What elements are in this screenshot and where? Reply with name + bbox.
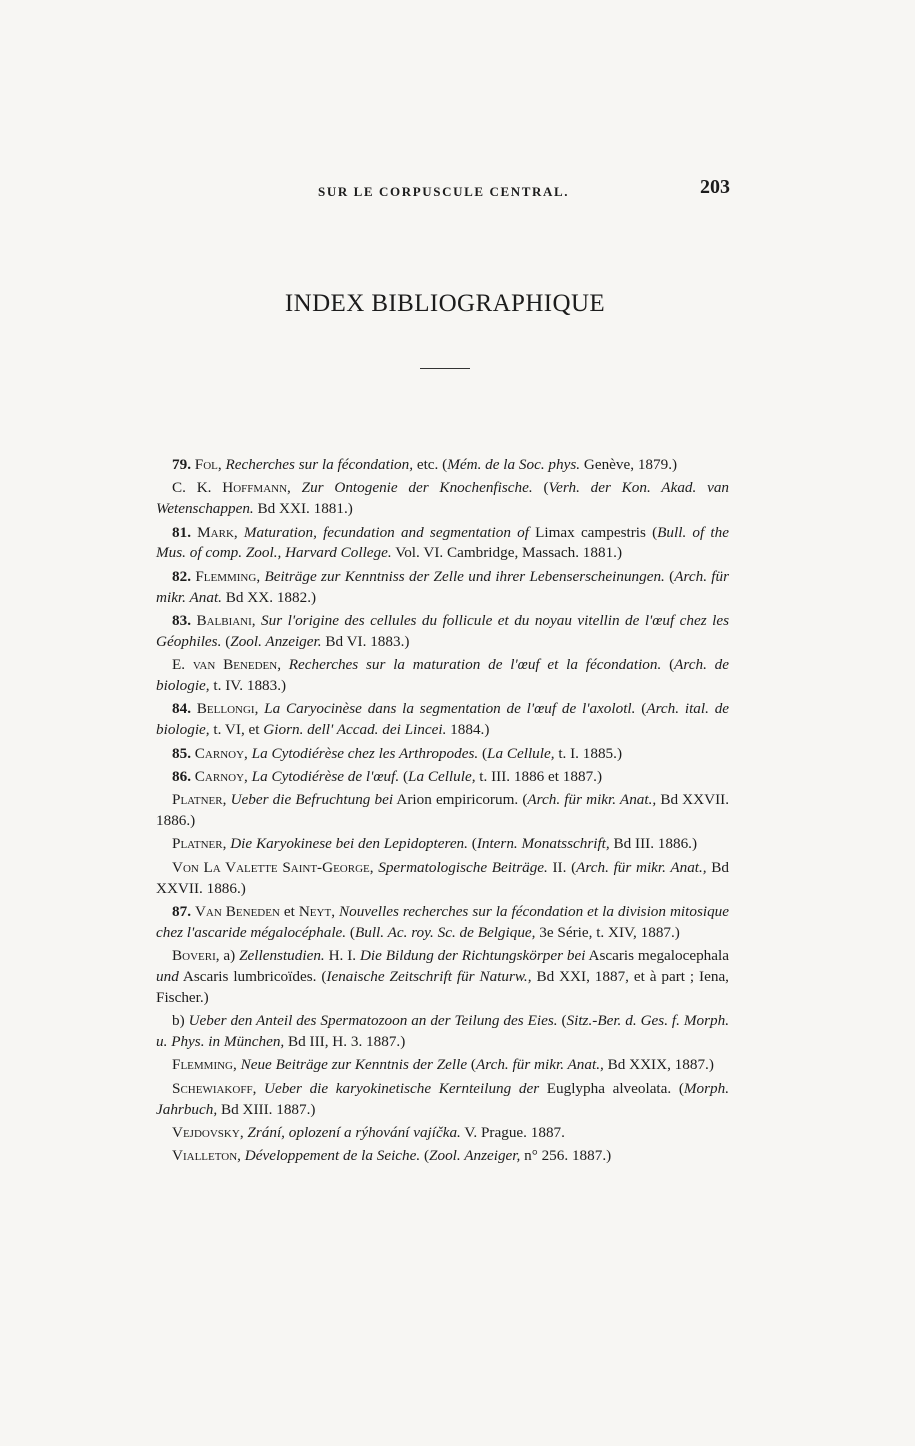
- entry-italic-text: Sitz.-Ber. d. Ges. f. Morph. u. Phys. in München,: [156, 1012, 729, 1051]
- bibliography-entry: [156, 790, 729, 832]
- entry-text: ,: [222, 791, 231, 809]
- entry-text: (: [478, 744, 488, 762]
- entry-italic-text: Zrání, oplození a rýhování vajíčka.: [247, 1124, 461, 1141]
- entry-italic-text: Zellenstudien.: [239, 947, 325, 965]
- entry-author: Flemming: [195, 567, 257, 585]
- entry-text: n° 256. 1887.): [520, 1147, 612, 1165]
- entry-italic-text: Beiträge zur Kenntniss der Zelle und ihrer Lebenserscheinungen.: [264, 567, 665, 585]
- entry-text: ,: [222, 835, 231, 853]
- entry-text: ,: [252, 1079, 264, 1097]
- entry-text: ,: [237, 1147, 245, 1165]
- running-title: SUR LE CORPUSCULE CENTRAL.: [318, 184, 570, 199]
- entry-italic-text: Verh. der Kon. Akad. van Wetenschappen.: [156, 479, 730, 518]
- entry-text: b): [172, 1012, 189, 1030]
- entry-text: t. III. 1886 et 1887.): [475, 767, 603, 785]
- entry-italic-text: Bull. of the Mus. of comp. Zool., Harvard College.: [156, 523, 729, 562]
- running-header: [0, 176, 915, 204]
- entry-author: Van Beneden: [194, 903, 280, 921]
- entry-italic-text: Arch. für mikr. Anat.: [156, 567, 730, 606]
- entry-text: Genève, 1879.): [580, 456, 678, 473]
- entry-text: ,: [331, 903, 339, 921]
- entry-text: 3e Série, t. XIV, 1887.): [535, 923, 680, 941]
- bibliography-entry: [156, 902, 729, 944]
- entry-italic-text: Spermatologische Beiträge.: [378, 858, 548, 876]
- bibliography-entry: [156, 744, 729, 765]
- entry-text: (: [532, 479, 549, 497]
- entry-text: Limax campestris (: [528, 523, 658, 541]
- entry-number: 82.: [172, 567, 196, 585]
- entry-italic-text: und: [156, 968, 179, 986]
- entry-author: E. van Beneden: [172, 656, 278, 674]
- entry-text: (: [664, 567, 675, 585]
- entry-text: ,: [233, 1056, 241, 1074]
- entry-author: Neyt: [298, 903, 332, 921]
- bibliography-entry: [156, 1079, 729, 1121]
- entry-italic-text: Recherches sur la maturation de l'œuf et la fécondation.: [288, 656, 662, 674]
- entry-text: ,: [277, 656, 289, 674]
- entry-text: ,: [251, 611, 262, 629]
- entry-italic-text: Arch. für mikr. Anat.,: [527, 791, 657, 809]
- entry-italic-text: Arch. für mikr. Anat.,: [576, 858, 707, 876]
- entry-text: ,: [217, 456, 226, 473]
- entry-italic-text: Nouvelles recherches sur la fécondation et la division mitosique chez l'ascaride mégalocéphale.: [156, 903, 730, 941]
- entry-italic-text: Arch. de biologie,: [156, 656, 730, 694]
- entry-italic-text: Intern. Monatsschrift,: [476, 835, 610, 853]
- entry-number: 85.: [172, 744, 195, 762]
- bibliography-list: [156, 455, 729, 1170]
- entry-author: C. K. Hoffmann: [172, 479, 288, 497]
- entry-text: ,: [369, 858, 379, 876]
- entry-author: Von La Valette Saint-George: [172, 858, 370, 876]
- entry-author: Carnoy: [194, 767, 245, 785]
- entry-text: Bd III. 1886.): [609, 835, 698, 853]
- bibliography-entry: [156, 523, 729, 565]
- entry-text: etc. (: [413, 456, 448, 473]
- entry-text: Bd XXVII. 1886.): [156, 791, 730, 830]
- entry-number: 79.: [172, 456, 195, 473]
- entry-text: Bd XX. 1882.): [221, 588, 317, 606]
- entry-italic-text: Die Bildung der Richtungskörper bei: [359, 947, 586, 965]
- entry-italic-text: Neue Beiträge zur Kenntnis der Zelle: [240, 1056, 468, 1074]
- entry-text: II. (: [547, 858, 577, 876]
- entry-italic-text: La Cellule,: [408, 767, 476, 785]
- entry-text: Bd XXI. 1881.): [253, 500, 353, 518]
- entry-text: t. IV. 1883.): [209, 676, 287, 694]
- entry-text: ,: [233, 523, 244, 541]
- entry-text: H. I.: [324, 947, 360, 965]
- entry-italic-text: Giorn. dell' Accad. dei Lincei.: [263, 721, 447, 739]
- entry-text: ,: [287, 479, 302, 497]
- entry-author: Flemming: [172, 1056, 233, 1074]
- entry-italic-text: Maturation, fecundation and segmentation of: [243, 523, 529, 541]
- entry-author: Platner: [172, 835, 223, 853]
- index-title: INDEX BIBLIOGRAPHIQUE: [284, 290, 606, 317]
- bibliography-entry: [156, 1055, 729, 1076]
- entry-italic-text: La Cytodiérèse de l'œuf.: [251, 767, 400, 785]
- entry-author: Bellongi: [196, 700, 255, 718]
- entry-italic-text: Arch. ital. de biologie,: [156, 700, 730, 739]
- entry-italic-text: La Cytodiérèse chez les Arthropodes.: [251, 744, 479, 762]
- bibliography-entry: [156, 655, 729, 697]
- entry-text: ,: [254, 700, 265, 718]
- bibliography-entry: [156, 858, 729, 900]
- entry-text: ,: [256, 567, 265, 585]
- entry-text: Bd III, H. 3. 1887.): [284, 1033, 406, 1051]
- entry-italic-text: Ueber den Anteil des Spermatozoon an der Teilung des Eies.: [188, 1012, 558, 1030]
- entry-text: V. Prague. 1887.: [460, 1124, 565, 1141]
- entry-italic-text: Recherches sur la fécondation,: [225, 456, 414, 473]
- bibliography-entry: [156, 455, 729, 476]
- entry-text: (: [635, 700, 647, 718]
- entry-author: Boveri: [172, 947, 216, 965]
- entry-italic-text: La Caryocinèse dans la segmentation de l'œuf de l'axolotl.: [264, 700, 636, 718]
- entry-author: Balbiani: [196, 611, 252, 629]
- entry-number: 84.: [172, 700, 197, 718]
- entry-text: (: [346, 923, 355, 941]
- entry-text: et: [279, 903, 299, 921]
- entry-text: t. VI, et: [209, 721, 264, 739]
- bibliography-entry: [156, 567, 729, 609]
- bibliography-entry: [156, 767, 729, 788]
- bibliography-entry: [156, 699, 729, 741]
- entry-text: (: [221, 632, 231, 650]
- entry-text: (: [467, 1056, 476, 1074]
- entry-text: t. I. 1885.): [554, 744, 623, 762]
- entry-text: Euglypha alveolata. (: [539, 1079, 684, 1097]
- bibliography-entry: [156, 946, 729, 1008]
- entry-text: (: [420, 1147, 430, 1165]
- entry-italic-text: Mém. de la Soc. phys.: [447, 456, 581, 473]
- entry-text: ,: [244, 744, 252, 762]
- entry-text: Ascaris lumbricoïdes. (: [178, 968, 327, 986]
- entry-text: 1884.): [446, 721, 490, 739]
- entry-italic-text: Bull. Ac. roy. Sc. de Belgique,: [354, 923, 536, 941]
- entry-italic-text: Développement de la Seiche.: [244, 1147, 421, 1165]
- entry-author: Vialleton: [172, 1147, 238, 1165]
- entry-text: , a): [215, 947, 240, 965]
- entry-author: Vejdovsky: [172, 1124, 240, 1141]
- entry-text: (: [661, 656, 675, 674]
- entry-text: ,: [239, 1124, 248, 1141]
- title-rule: [420, 368, 470, 369]
- entry-italic-text: Zool. Anzeiger,: [429, 1147, 521, 1165]
- entry-number: 81.: [172, 523, 198, 541]
- entry-author: Schewiakoff: [172, 1079, 253, 1097]
- entry-text: Bd XXIX, 1887.): [603, 1056, 714, 1074]
- bibliography-entry: [156, 1146, 729, 1167]
- entry-number: 87.: [172, 903, 195, 921]
- entry-italic-text: Die Karyokinese bei den Lepidopteren.: [230, 835, 468, 853]
- entry-italic-text: Zur Ontogenie der Knochenfische.: [301, 479, 533, 497]
- entry-number: 86.: [172, 767, 195, 785]
- entry-text: Ascaris megalocephala: [585, 947, 729, 965]
- entry-italic-text: Ienaische Zeitschrift für Naturw.,: [326, 968, 532, 986]
- entry-author: Platner: [172, 791, 223, 809]
- entry-italic-text: Ueber die Befruchtung bei: [230, 791, 394, 809]
- entry-italic-text: La Cellule,: [487, 744, 555, 762]
- bibliography-entry: [156, 1011, 729, 1053]
- entry-author: Mark: [197, 523, 234, 541]
- entry-text: Vol. VI. Cambridge, Massach. 1881.): [391, 544, 623, 562]
- entry-author: Carnoy: [194, 744, 245, 762]
- entry-text: Bd VI. 1883.): [321, 632, 410, 650]
- entry-italic-text: Ueber die karyokinetische Kernteilung der: [264, 1079, 540, 1097]
- entry-italic-text: Zool. Anzeiger.: [230, 632, 322, 650]
- entry-italic-text: Arch. für mikr. Anat.,: [475, 1056, 604, 1074]
- page-number: 203: [700, 176, 730, 198]
- entry-text: (: [399, 767, 408, 785]
- entry-text: Arion empiricorum. (: [393, 791, 528, 809]
- entry-text: Bd XXVII. 1886.): [156, 858, 730, 897]
- entry-text: ,: [244, 767, 252, 785]
- entry-italic-text: Sur l'origine des cellules du follicule et du noyau vitellin de l'œuf chez les Géophiles.: [156, 611, 729, 650]
- entry-italic-text: Morph. Jahrbuch,: [156, 1079, 730, 1118]
- entry-text: (: [557, 1012, 567, 1030]
- bibliography-entry: [156, 611, 729, 653]
- bibliography-entry: [156, 478, 729, 520]
- bibliography-entry: [156, 1123, 729, 1144]
- bibliography-entry: [156, 834, 729, 855]
- entry-text: (: [467, 835, 477, 853]
- entry-text: Bd XXI, 1887, et à part ; Iena, Fischer.): [156, 968, 729, 1006]
- entry-number: 83.: [172, 611, 197, 629]
- entry-text: Bd XIII. 1887.): [217, 1100, 316, 1118]
- entry-author: Fol: [194, 456, 218, 473]
